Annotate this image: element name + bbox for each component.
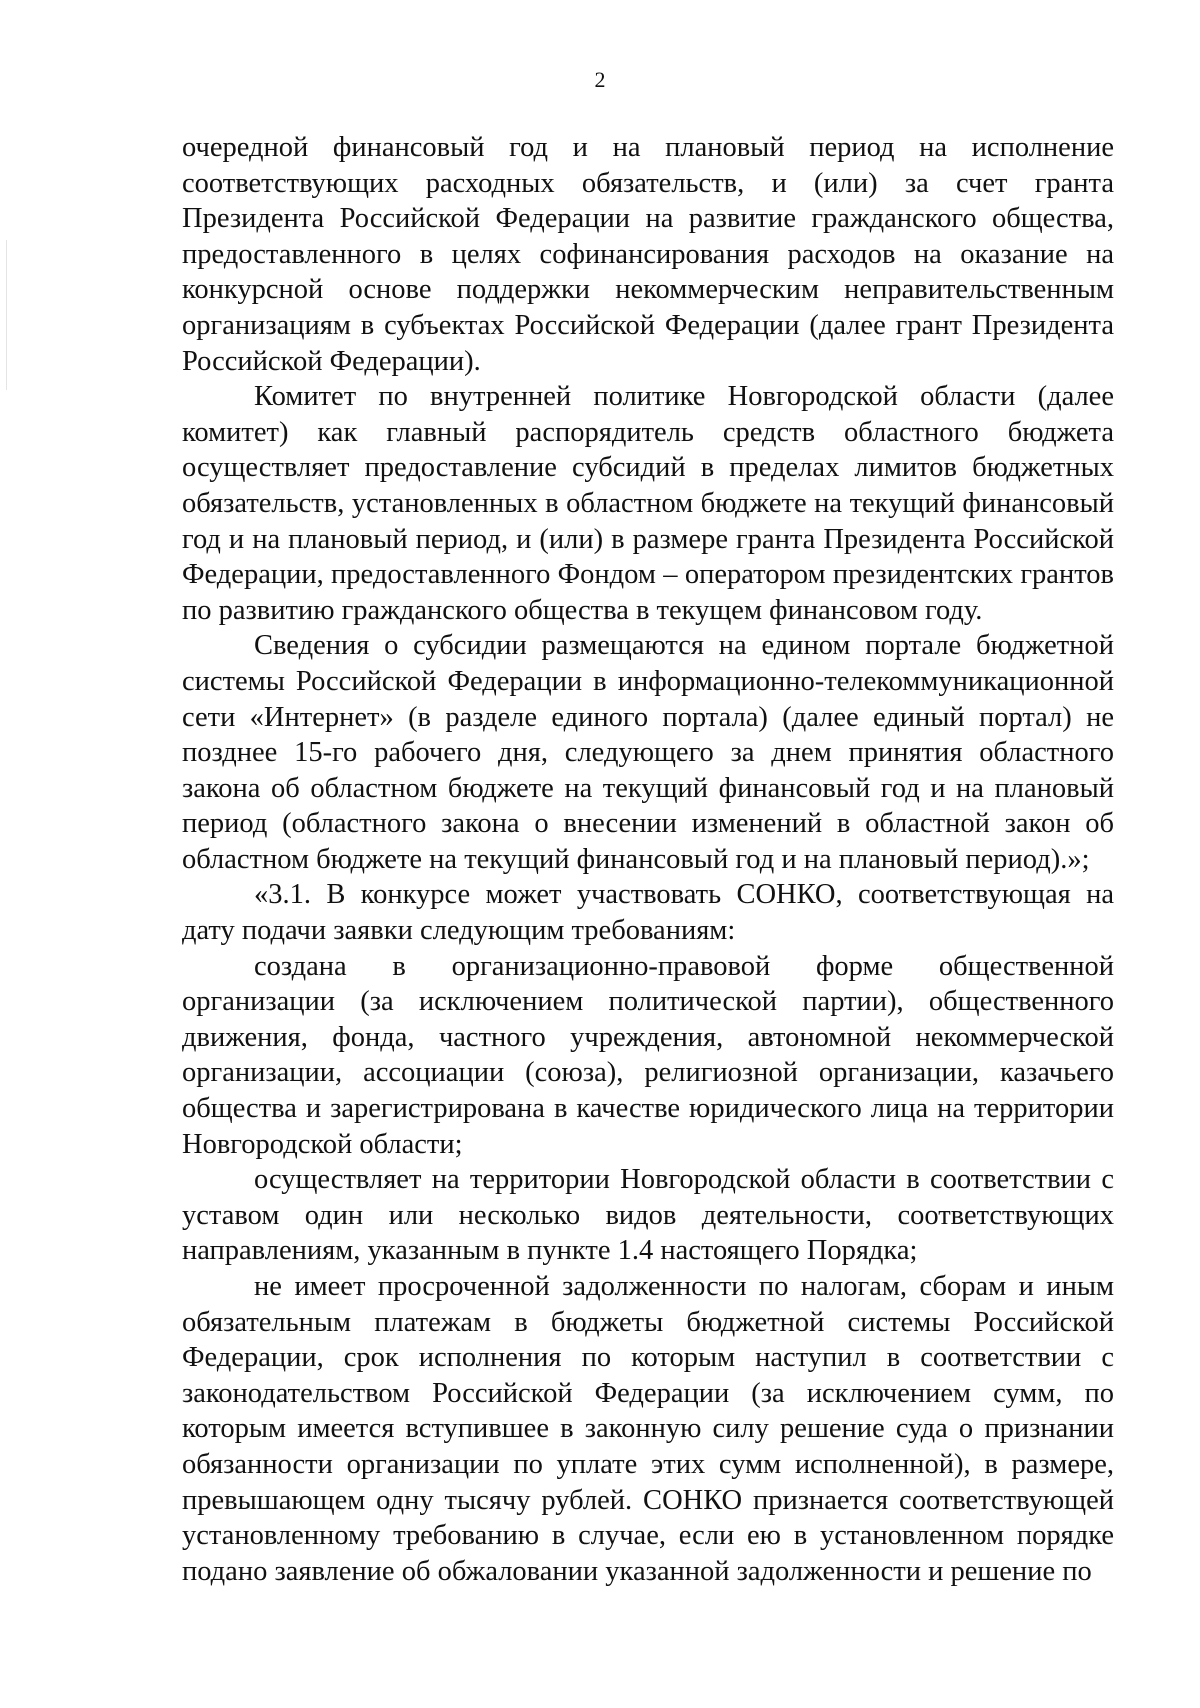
scan-edge-mark xyxy=(6,240,7,390)
page-number: 2 xyxy=(594,67,606,92)
document-body xyxy=(182,130,1114,1589)
paragraph-requirement-legal-form: создана в организационно-правовой форме общественной организации (за исключением политической партии), общественного движения, фонда, частного учреждения, автономной некоммерческой организации, ассоциации (союза), религиозной организации, казачьего общества и зарегистрирована в качестве юридического лица на территории Новгородской области; xyxy=(182,950,1114,1160)
paragraph-clause-3-1: «3.1. В конкурсе может участвовать СОНКО, соответствующая на дату подачи заявки следующим требованиям: xyxy=(182,879,1114,947)
paragraph-subsidy-info: Сведения о субсидии размещаются на едином портале бюджетной системы Российской Федерации в информационно-телекоммуникационной сети «Интернет» (в разделе единого портала) (далее единый портал) не позднее 15-го рабочего дня, следующего за днем принятия областного закона об областном бюджете на текущий финансовый год и на плановый период (областного закона о внесении изменений в областной закон об областном бюджете на текущий финансовый год и на плановый период).»; xyxy=(182,630,1114,875)
paragraph-requirement-activity: осуществляет на территории Новгородской области в соответствии с уставом один или несколько видов деятельности, соответствующих направлениям, указанным в пункте 1.4 настоящего Порядка; xyxy=(182,1164,1114,1267)
paragraph-continuation: очередной финансовый год и на плановый период на исполнение соответствующих расходных обязательств, и (или) за счет гранта Президента Российской Федерации на развитие гражданского общества, предоставленного в целях софинансирования расходов на оказание на конкурсной основе поддержки некоммерческим неправительственным организациям в субъектах Российской Федерации (далее грант Президента Российской Федерации). xyxy=(182,132,1114,377)
paragraph-requirement-no-debt: не имеет просроченной задолженности по налогам, сборам и иным обязательным платежам в бюджеты бюджетной системы Российской Федерации, срок исполнения по которым наступил в соответствии с законодательством Российской Федерации (за исключением сумм, по которым имеется вступившее в законную силу решение суда о признании обязанности организации по уплате этих сумм исполненной), в размере, превышающем одну тысячу рублей. СОНКО признается соответствующей установленному требованию в случае, если ею в установленном порядке подано заявление об обжаловании указанной задолженности и решение по xyxy=(182,1271,1114,1587)
paragraph-committee: Комитет по внутренней политике Новгородской области (далее комитет) как главный распорядитель средств областного бюджета осуществляет предоставление субсидий в пределах лимитов бюджетных обязательств, установленных в областном бюджете на текущий финансовый год и на плановый период, и (или) в размере гранта Президента Российской Федерации, предоставленного Фондом – оператором президентских грантов по развитию гражданского общества в текущем финансовом году. xyxy=(182,381,1114,626)
